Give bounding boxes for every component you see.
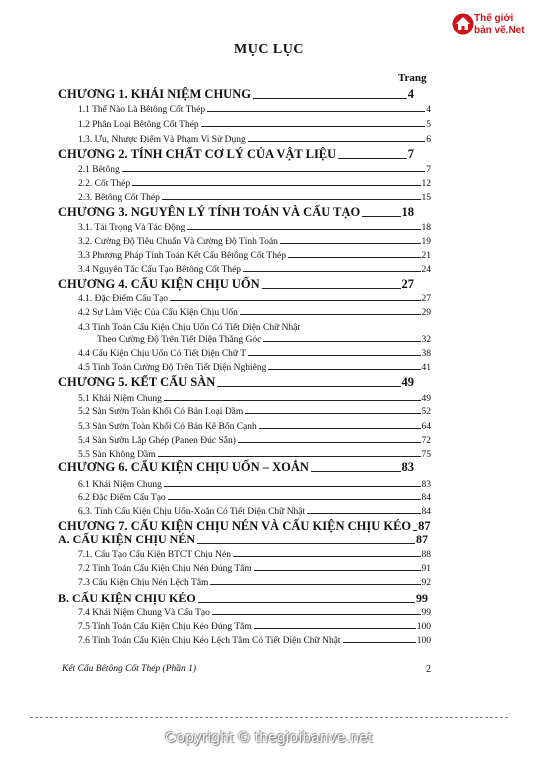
toc-entry [78,292,431,304]
toc-entry [78,448,431,460]
page-column-header: Trang [398,72,427,84]
toc-entry-page: 38 [421,349,431,359]
toc-leader [263,341,420,342]
toc-entry [78,478,431,490]
toc-entry-label: 7.3 Cấu Kiện Chịu Nén Lệch Tâm [78,578,209,588]
toc-entry [78,163,431,175]
toc-leader [132,185,420,186]
toc-entry-label: CHƯƠNG 5. KẾT CẤU SÀN [58,375,216,389]
toc-part [58,533,428,547]
toc-entry-label: B. CẤU KIỆN CHỊU KÉO [58,591,196,605]
toc-entry-label: 7.5 Tính Toán Cấu Kiện Chịu Kéo Đúng Tâm [78,622,252,632]
toc-entry-page: 84 [421,493,431,503]
toc-leader [201,126,426,127]
toc-entry-page: 64 [421,422,431,432]
toc-entry-page: 72 [421,436,431,446]
toc-entry-label: 5.3 Sàn Sườn Toàn Khối Có Bản Kê Bốn Cạnh [78,422,257,432]
toc-leader [259,428,421,429]
toc-entry-label: 4.4 Cấu Kiện Chịu Uốn Có Tiết Diện Chữ T [78,349,247,359]
toc-leader [187,229,420,230]
toc-entry-label: 6.3. Tính Cấu Kiện Chịu Uốn-Xoắn Có Tiết Diện Chữ Nhật [78,507,306,517]
toc-entry-page: 7 [426,165,431,175]
toc-entry-page: 83 [421,480,431,490]
toc-entry [78,191,431,203]
toc-entry-page: 6 [426,135,431,145]
toc-leader [413,530,417,531]
toc-entry-page: 7 [407,147,414,161]
toc-entry [78,491,431,503]
toc-chapter [58,460,414,475]
toc-entry-page: 19 [421,237,431,247]
toc-entry-label: 7.2 Tính Toán Cấu Kiện Chịu Nén Đúng Tâm [78,564,252,574]
toc-entry-label: 1.1 Thế Nào Là Bêtông Cốt Thép [78,105,206,115]
toc-chapter [58,87,414,102]
toc-leader [307,513,420,514]
toc-leader [254,628,416,629]
toc-entry-page: 15 [421,193,431,203]
toc-entry [78,634,431,646]
toc-entry-page: 87 [416,532,428,546]
toc-entry-label: 4.1. Đặc Điểm Cấu Tạo [78,294,169,304]
toc-entry-page: 99 [421,608,431,618]
toc-leader [164,400,421,401]
toc-entry [78,505,431,517]
toc-leader [343,642,416,643]
toc-entry-label: 3.1. Tải Trọng Và Tác Động [78,223,186,233]
toc-entry-page: 18 [421,223,431,233]
toc-entry-label: A. CẤU KIỆN CHỊU NÉN [58,532,196,546]
toc-leader [338,158,407,159]
toc-leader [238,442,421,443]
toc-entry-page: 52 [421,407,431,417]
toc-entry-label: CHƯƠNG 7. CẤU KIỆN CHỊU NÉN VÀ CẤU KIỆN CHỊU KÉO [58,519,412,533]
toc-entry [78,321,431,333]
toc-chapter [58,205,414,220]
toc-entry [97,333,431,345]
toc-entry-label: 2.1 Bêtông [78,165,120,175]
toc-entry-page: 100 [416,622,431,632]
toc-entry [78,133,431,145]
toc-entry-page: 49 [401,375,414,389]
toc-leader [168,499,421,500]
toc-chapter [58,375,414,390]
footer-page-number: 2 [426,664,431,675]
toc-leader [197,543,415,544]
toc-leader [254,570,421,571]
toc-entry-label: CHƯƠNG 4. CẤU KIỆN CHỊU UỐN [58,277,260,291]
toc-entry [78,361,431,373]
toc-entry-label: 5.1 Khái Niệm Chung [78,394,162,404]
toc-entry-page: 32 [421,335,431,345]
toc-entry-label: 5.2 Sàn Sườn Toàn Khối Có Bản Loại Dầm [78,407,244,417]
toc-entry-page: 41 [421,363,431,373]
toc-entry-page: 29 [421,308,431,318]
toc-entry [78,221,431,233]
toc-leader [280,243,421,244]
toc-entry-label: CHƯƠNG 2. TÍNH CHẤT CƠ LÝ CỦA VẬT LIỆU [58,147,337,161]
toc-entry [78,548,431,560]
toc-leader [210,584,420,585]
toc-entry [78,263,431,275]
toc-entry-page: 99 [416,591,428,605]
toc-entry-page: 5 [426,120,431,130]
toc-leader [122,171,426,172]
footer-book-title: Kết Cấu Bêtông Cốt Thép (Phần 1) [62,664,197,674]
toc-entry-label: CHƯƠNG 1. KHÁI NIỆM CHUNG [58,87,251,101]
copyright-watermark: Copyright © thegioibanve.net [165,729,373,746]
toc-entry-page: 92 [421,578,431,588]
toc-entry-label: 5.5 Sàn Không Dầm [78,450,156,460]
toc-leader [158,456,421,457]
toc-leader [243,271,420,272]
toc-entry-page: 84 [421,507,431,517]
toc-entry-label: 6.2 Đặc Điểm Cấu Tạo [78,493,166,503]
toc-leader [240,314,421,315]
toc-leader [164,486,421,487]
toc-entry-label: 7.6 Tính Toán Cấu Kiện Chịu Kéo Lệch Tâm Có Tiết Diện Chữ Nhật [78,636,341,646]
toc-entry [78,620,431,632]
logo-text-line2: bản vẽ.Net [474,25,525,36]
toc-entry-label: 7.1. Cấu Tạo Cấu Kiện BTCT Chịu Nén [78,550,231,560]
toc-entry-page: 49 [421,394,431,404]
toc-entry [78,562,431,574]
toc-entry-label: 4.2 Sự Làm Việc Của Cấu Kiện Chịu Uốn [78,308,238,318]
toc-entry-page: 18 [401,205,414,219]
toc-entry-label: 2.3. Bêtông Cốt Thép [78,193,160,203]
toc-entry-page: 100 [416,636,431,646]
toc-entry [78,103,431,115]
toc-leader [362,216,400,217]
toc-entry [78,392,431,404]
toc-leader [198,602,415,603]
toc-entry [78,177,431,189]
toc-entry [78,434,431,446]
toc-entry [78,249,431,261]
toc-entry-label: 2.2. Cốt Thép [78,179,131,189]
toc-entry [78,606,431,618]
toc-leader [233,556,421,557]
toc-leader [207,111,425,112]
toc-entry-label: 4.5 Tính Toán Cường Độ Trên Tiết Diện Nghiêng [78,363,267,373]
toc-entry-label: 4.3 Tính Toán Cấu Kiện Chịu Uốn Có Tiết Diện Chữ Nhật [78,323,301,333]
toc-entry-page: 12 [421,179,431,189]
toc-entry [78,235,431,247]
toc-leader [170,300,420,301]
toc-chapter [58,277,414,292]
toc-entry-page: 88 [421,550,431,560]
toc-entry-page: 87 [418,519,431,533]
toc-entry [78,306,431,318]
toc-entry-page: 75 [421,450,431,460]
toc-entry-label: 1.3. Ưu, Nhược Điểm Và Phạm Vi Sử Dụng [78,135,246,145]
toc-leader [262,288,401,289]
footer-divider [30,717,508,718]
toc-entry-label: 3.3 Phương Pháp Tính Toán Kết Cấu Bêtông Cốt Thép [78,251,286,261]
page-title: MỤC LỤC [234,42,304,57]
toc-leader [248,141,426,142]
toc-entry [78,405,431,417]
toc-entry-label: CHƯƠNG 6. CẤU KIỆN CHỊU UỐN – XOẮN [58,460,309,474]
toc-entry [78,347,431,359]
toc-leader [268,369,420,370]
toc-entry-label: Theo Cường Độ Trên Tiết Diện Thẳng Góc [97,335,262,345]
toc-entry-label: 3.4 Nguyên Tắc Cấu Tạo Bêtông Cốt Thép [78,265,242,275]
toc-entry-label: 1.2 Phân Loại Bêtông Cốt Thép [78,120,199,130]
toc-leader [253,98,407,99]
toc-leader [288,257,421,258]
toc-entry-page: 21 [421,251,431,261]
toc-entry-page: 4 [426,105,431,115]
toc-leader [212,614,421,615]
toc-entry-label: CHƯƠNG 3. NGUYÊN LÝ TÍNH TOÁN VÀ CẤU TẠO [58,205,361,219]
toc-chapter [58,147,414,162]
toc-entry [78,420,431,432]
toc-leader [248,355,420,356]
toc-entry-page: 83 [401,460,414,474]
logo-text-line1: Thế giới [474,13,514,24]
toc-entry-label: 5.4 Sàn Sườn Lắp Ghép (Panen Đúc Sẵn) [78,436,236,446]
toc-entry [78,576,431,588]
toc-entry-page: 91 [421,564,431,574]
toc-leader [311,471,401,472]
toc-entry-page: 24 [421,265,431,275]
toc-entry-page: 27 [401,277,414,291]
toc-leader [245,413,420,414]
toc-leader [217,386,400,387]
toc-entry-page: 27 [421,294,431,304]
toc-entry-label: 3.2. Cường Độ Tiêu Chuẩn Và Cường Độ Tính Toán [78,237,278,247]
toc-entry-page: 4 [407,87,414,101]
toc-leader [162,199,421,200]
toc-entry-label: 7.4 Khái Niệm Chung Và Cấu Tạo [78,608,210,618]
toc-part [58,592,428,606]
toc-entry-label: 6.1 Khái Niệm Chung [78,480,162,490]
toc-entry [78,118,431,130]
